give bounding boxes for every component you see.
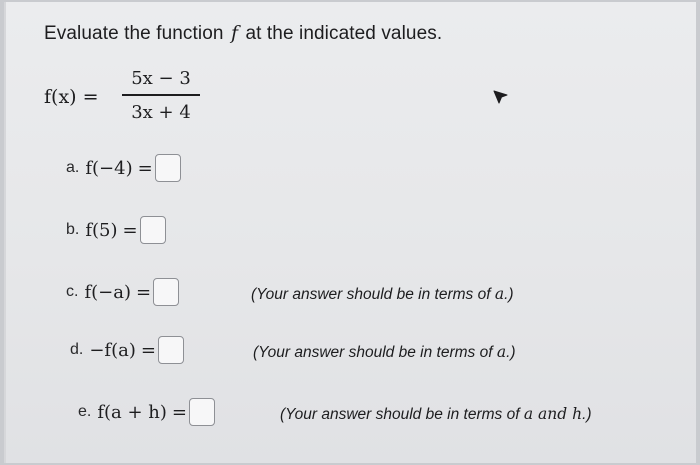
part-e [78,398,215,426]
title-after: at the indicated values. [245,23,443,44]
question-title [44,22,442,45]
part-c [66,278,179,306]
part-e-hint-var: a and h [523,405,583,423]
part-a-answer-box[interactable] [155,154,181,182]
part-d-expression: −f(a) [89,339,136,361]
part-d-equals: = [140,339,156,361]
part-d [70,336,184,364]
fraction-bar [122,94,200,96]
part-c-hint-text: (Your answer should be in terms of [251,286,495,303]
part-b [66,216,166,244]
problem-panel [4,2,696,463]
part-b-answer-box[interactable] [140,216,166,244]
part-c-letter: c. [66,283,79,300]
title-before: Evaluate the function [44,23,224,44]
part-c-answer-box[interactable] [153,278,179,306]
part-d-letter: d. [70,341,84,358]
part-e-expression: f(a + h) [97,401,167,423]
part-e-answer-box[interactable] [189,398,215,426]
fraction-denominator: 3x + 4 [131,102,191,123]
part-b-expression: f(5) [85,219,118,241]
fraction-numerator: 5x − 3 [131,68,191,89]
part-e-equals: = [171,401,187,423]
title-function-symbol: f [230,22,239,44]
part-d-hint [253,343,516,362]
part-d-hint-var: a [496,343,507,361]
part-b-letter: b. [66,221,80,238]
part-e-letter: e. [78,403,92,420]
part-b-equals: = [122,219,138,241]
part-d-hint-text: (Your answer should be in terms of [253,344,497,361]
part-c-equals: = [135,281,152,303]
part-a [66,154,181,182]
part-c-hint [251,285,514,304]
part-e-hint-close: .) [582,406,592,423]
part-c-hint-var: a [494,285,505,303]
function-fraction [122,66,200,126]
part-e-hint-text: (Your answer should be in terms of [280,406,524,423]
part-a-equals: = [137,157,153,179]
part-a-expression: f(−4) [85,157,133,179]
part-c-hint-close: .) [504,286,514,303]
part-d-hint-close: .) [506,344,516,361]
part-a-letter: a. [66,159,80,176]
part-c-expression: f(−a) [84,281,131,303]
mouse-pointer-icon [492,88,510,106]
part-d-answer-box[interactable] [158,336,184,364]
function-lhs: f(x) = [44,86,99,108]
part-e-hint [280,405,592,424]
